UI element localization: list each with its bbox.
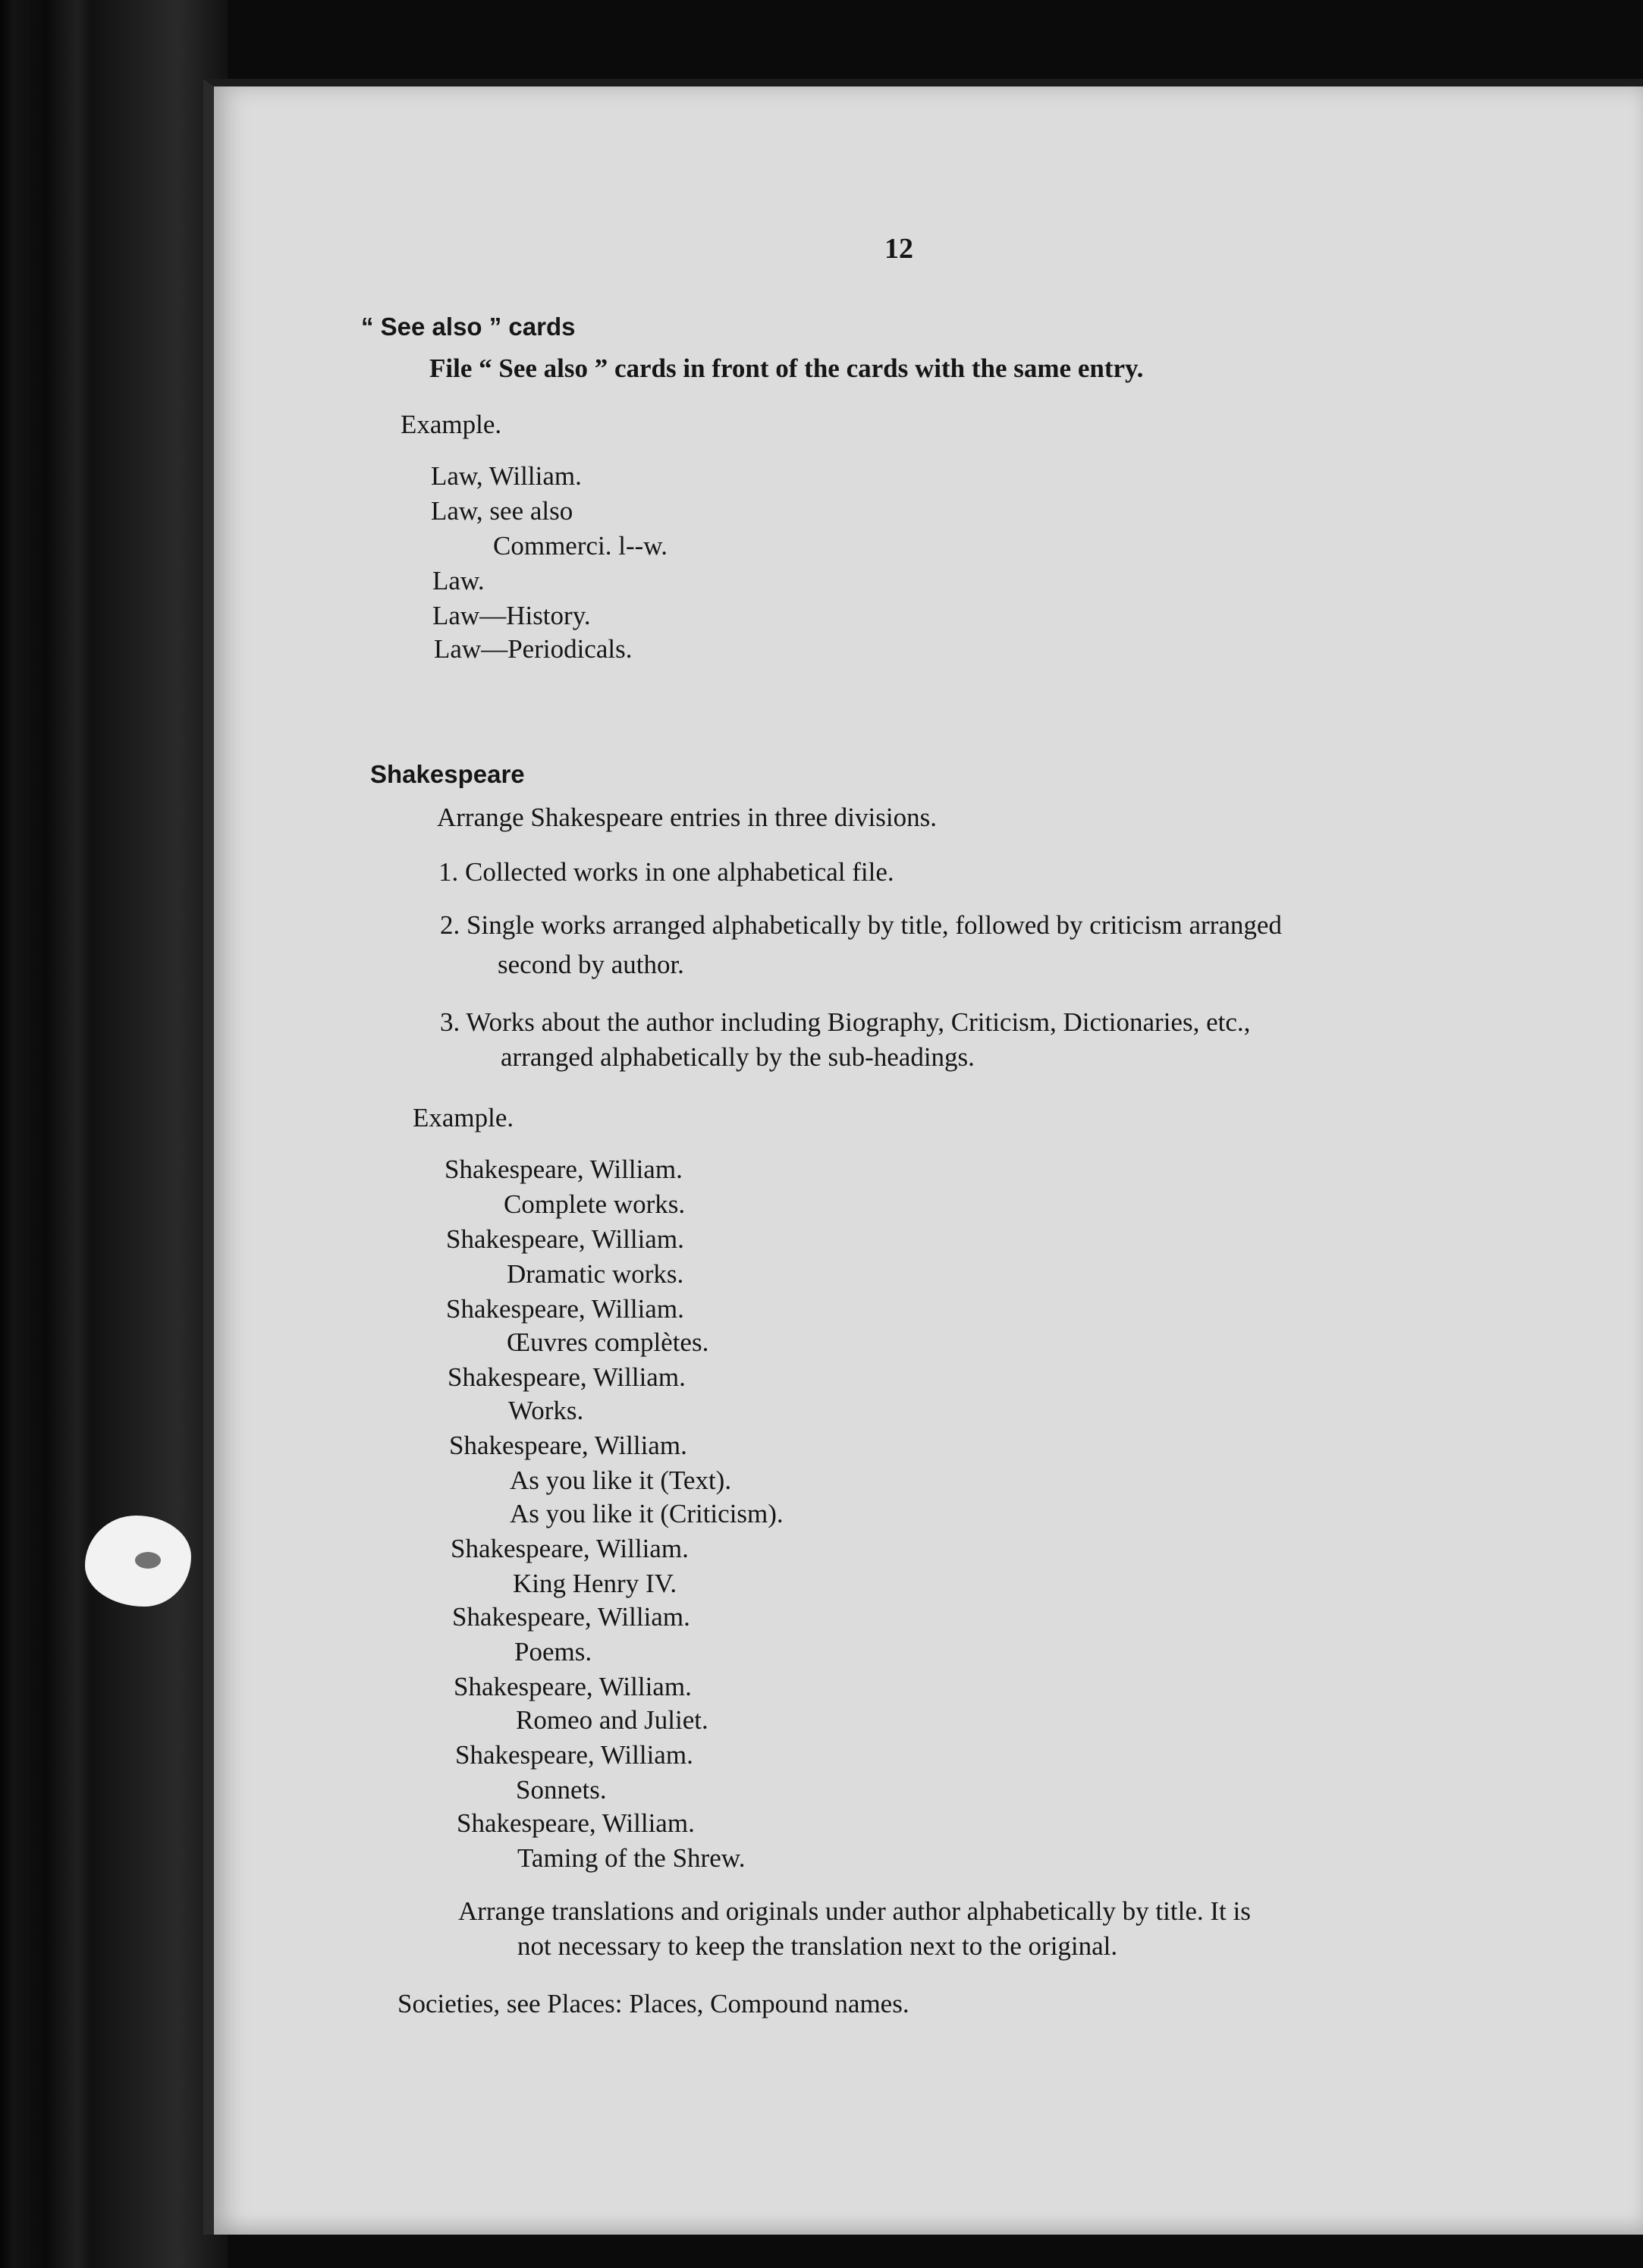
example-entry: Shakespeare, William. (454, 1672, 692, 1701)
example-entry: Shakespeare, William. (445, 1154, 683, 1184)
example-entry: Shakespeare, William. (446, 1294, 684, 1324)
rule-2-continued: second by author. (498, 950, 684, 979)
stain-mark (135, 1552, 161, 1569)
example-entry: Shakespeare, William. (455, 1740, 693, 1770)
translation-note-continued: not necessary to keep the translation next to the original. (517, 1931, 1118, 1961)
example-entry: Taming of the Shrew. (517, 1843, 746, 1873)
example-entry: King Henry IV. (513, 1569, 677, 1598)
example-entry: Shakespeare, William. (446, 1224, 684, 1254)
see-also-example-label: Example. (401, 410, 502, 439)
see-also-rule: File “ See also ” cards in front of the cards with the same entry. (429, 353, 1144, 383)
example-entry: Dramatic works. (507, 1259, 684, 1289)
example-entry: Shakespeare, William. (449, 1431, 687, 1460)
rule-1: 1. Collected works in one alphabetical file. (438, 857, 894, 887)
translation-note: Arrange translations and originals under author alphabetically by title. It is (458, 1896, 1251, 1926)
rule-3: 3. Works about the author including Biography, Criticism, Dictionaries, etc., (440, 1007, 1251, 1037)
shakespeare-heading: Shakespeare (370, 760, 525, 788)
example-entry: Shakespeare, William. (448, 1362, 686, 1392)
example-entry: Œuvres complètes. (507, 1327, 709, 1357)
rule-3-continued: arranged alphabetically by the sub-headings. (501, 1042, 975, 1072)
rule-2: 2. Single works arranged alphabetically by title, followed by criticism arranged (440, 910, 1282, 940)
example-line: Law, William. (431, 461, 582, 491)
example-entry: Works. (508, 1396, 584, 1425)
example-entry: As you like it (Criticism). (510, 1499, 784, 1528)
shakespeare-intro: Arrange Shakespeare entries in three divisions. (437, 803, 937, 832)
example-line: Law, see also (431, 496, 573, 526)
example-entry: Shakespeare, William. (457, 1808, 695, 1838)
see-also-heading: “ See also ” cards (361, 313, 576, 341)
example-entry: Sonnets. (516, 1775, 607, 1805)
example-line: Law—History. (432, 601, 591, 630)
example-line: Commerci. l--w. (493, 531, 668, 561)
societies-note: Societies, see Places: Places, Compound names. (397, 1989, 909, 2018)
example-entry: As you like it (Text). (510, 1465, 732, 1495)
example-entry: Romeo and Juliet. (516, 1705, 708, 1735)
example-entry: Complete works. (504, 1189, 686, 1219)
example-line: Law. (432, 566, 485, 595)
page-number: 12 (884, 233, 913, 265)
example-entry: Poems. (514, 1637, 592, 1666)
example-line: Law—Periodicals. (434, 634, 633, 664)
scan-border (0, 0, 228, 2268)
example-entry: Shakespeare, William. (452, 1602, 690, 1632)
example-entry: Shakespeare, William. (451, 1534, 689, 1563)
shakespeare-example-label: Example. (413, 1103, 514, 1132)
